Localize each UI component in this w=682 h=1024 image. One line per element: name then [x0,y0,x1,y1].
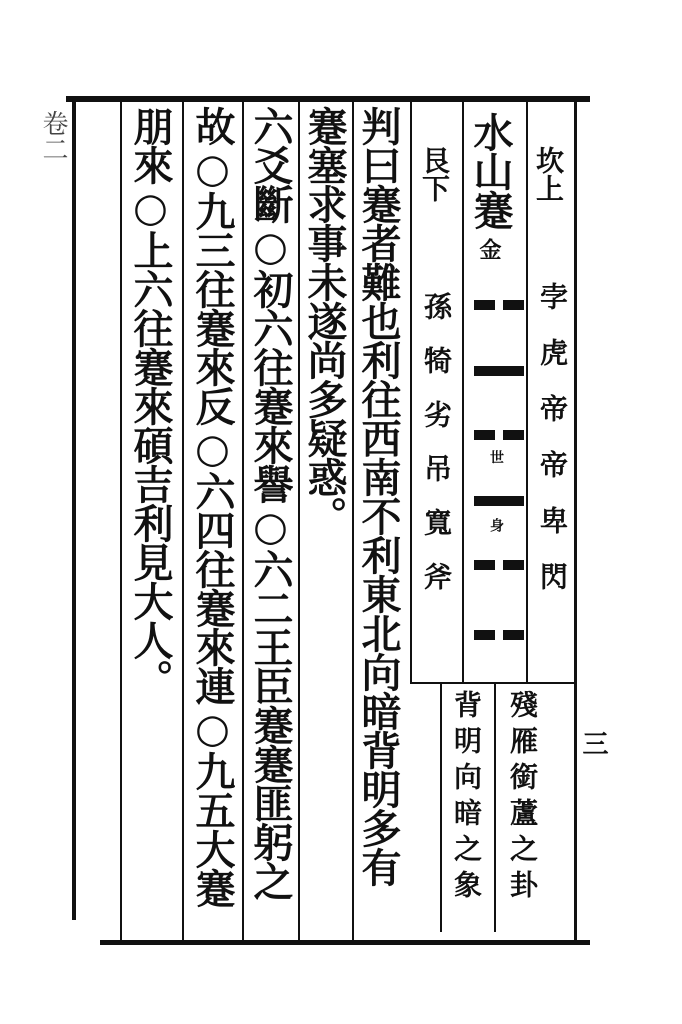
margin-label: 卷二 [38,110,68,162]
note-box-divider [494,682,496,932]
top-rule [66,96,590,102]
hexagram-line [474,366,524,376]
info-row: 孫犄劣吊寬斧 [420,292,453,616]
hexagram-line [474,300,524,310]
column-rule [410,102,412,682]
hexagram-title: 水山蹇 [467,112,514,229]
note-box-top [410,682,576,684]
hexagram-line [474,496,524,506]
info-row: 孛虎帝帝卑閃 [536,282,569,618]
hexagram-line [474,430,524,440]
text-column: 六爻斷○初六往蹇來譽○六二王臣蹇蹇匪躬之 [247,106,294,900]
right-border [574,100,577,940]
column-rule [462,102,464,682]
note-box-divider [440,682,442,932]
column-rule [298,102,300,940]
upper-trigram: 坎上 [532,146,565,202]
column-rule [242,102,244,940]
box-note: 殘雁銜蘆之卦 [506,690,539,906]
column-rule [182,102,184,940]
column-rule [526,102,528,682]
hexagram-line [474,560,524,570]
column-rule [352,102,354,940]
shen-annotation: 身 [488,518,504,532]
text-column: 判曰蹇者難也利往西南不利東北向暗背明多有 [355,106,402,886]
box-note: 背明向暗之象 [450,690,483,906]
page-number: 三 [578,730,608,756]
text-column: 故○九三往蹇來反○六四往蹇來連○九五大蹇 [189,106,236,907]
lower-trigram: 艮下 [418,146,451,202]
shi-annotation: 世 [488,450,504,464]
left-border [72,100,76,920]
palace-label: 金 [476,238,502,260]
text-column: 蹇塞求事未遂尚多疑惑。 [301,106,348,535]
hexagram-line [474,630,524,640]
column-rule [120,102,122,940]
bottom-rule [100,940,590,945]
text-column: 朋來○上六往蹇來碩吉利見大人。 [127,106,174,698]
